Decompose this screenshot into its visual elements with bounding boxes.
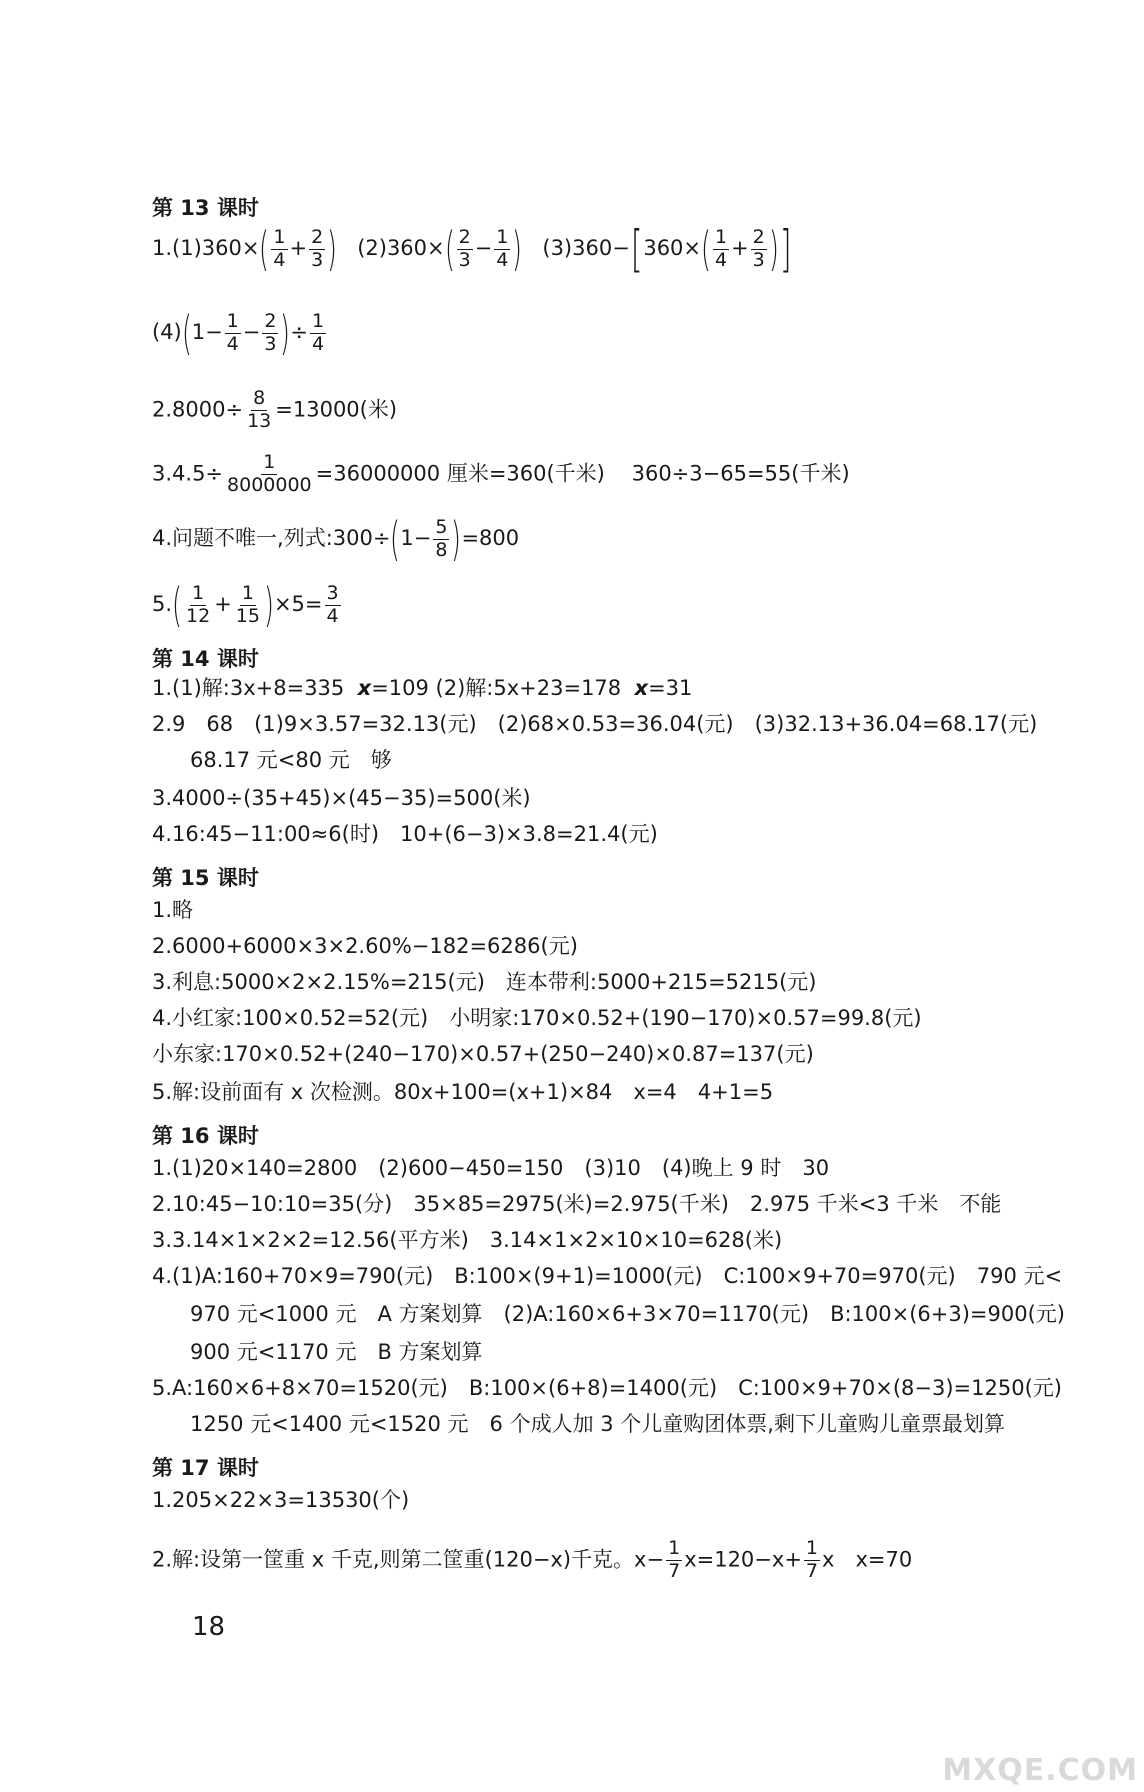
s13-question-5: 5.( $\frac{1}{12}$ + $\frac{1}{15}$ )×5= $\frac{3}{4}$ [152, 578, 339, 632]
s14-line-2: 2.9 68 (1)9×3.57=32.13(元) (2)68×0.53=36.04(元) (3)32.13+36.04=68.17(元) [152, 712, 1038, 736]
s17-line-1: 1.205×22×3=13530(个) [152, 1488, 410, 1512]
s17-line-2: 2.解:设第一筐重 x 千克,则第二筐重(120−x)千克。x− $\frac{1}{7}$ x=120−x+ $\frac{1}{7}$ x x=70 [152, 1537, 913, 1582]
s15-line-3: 3.利息:5000×2×2.15%=215(元) 连本带利:5000+215=5215(元) [152, 970, 817, 994]
s13-question-1-part-4: (4)(1− $\frac{1}{4}$ − $\frac{2}{3}$ )÷ $\frac{1}{4}$ [152, 306, 325, 360]
s16-line-4-cont: 970 元<1000 元 A 方案划算 (2)A:160×6+3×70=1170(元) B:100×(6+3)=900(元) [190, 1302, 1065, 1326]
s15-line-4-cont: 小东家:170×0.52+(240−170)×0.57+(250−240)×0.87=137(元) [152, 1042, 814, 1066]
heading-lesson-16: 第 16 课时 [152, 1124, 259, 1148]
s16-line-2: 2.10:45−10:10=35(分) 35×85=2975(米)=2.975(千米) 2.975 千米<3 千米 不能 [152, 1192, 1002, 1216]
s13-question-4: 4.问题不唯一,列式:300÷(1− $\frac{5}{8}$ )=800 [152, 512, 520, 566]
s14-line-2-cont: 68.17 元<80 元 够 [190, 748, 392, 772]
s16-line-4: 4.(1)A:160+70×9=790(元) B:100×(9+1)=1000(元) C:100×9+70=970(元) 790 元< [152, 1264, 1063, 1288]
s16-line-1: 1.(1)20×140=2800 (2)600−450=150 (3)10 (4)晚上 9 时 30 [152, 1156, 830, 1180]
s15-line-2: 2.6000+6000×3×2.60%−182=6286(元) [152, 934, 578, 958]
heading-lesson-14: 第 14 课时 [152, 647, 259, 671]
s16-line-5-cont: 1250 元<1400 元<1520 元 6 个成人加 3 个儿童购团体票,剩下儿童购儿童票最划算 [190, 1412, 1005, 1436]
heading-lesson-15: 第 15 课时 [152, 866, 259, 890]
s15-line-4: 4.小红家:100×0.52=52(元) 小明家:170×0.52+(190−170)×0.57=99.8(元) [152, 1006, 922, 1030]
s14-line-1: 1.(1)解:3x+8=335 x=109 (2)解:5x+23=178 x=31 [152, 676, 693, 700]
watermark-logo: MXQE.COM [942, 1753, 1138, 1788]
s15-line-5: 5.解:设前面有 x 次检测。80x+100=(x+1)×84 x=4 4+1=5 [152, 1080, 774, 1104]
s15-line-1: 1.略 [152, 898, 194, 922]
s16-line-4-cont2: 900 元<1170 元 B 方案划算 [190, 1340, 483, 1364]
s16-line-3: 3.3.14×1×2×2=12.56(平方米) 3.14×1×2×10×10=628(米) [152, 1228, 783, 1252]
heading-lesson-13: 第 13 课时 [152, 196, 259, 220]
s16-line-5: 5.A:160×6+8×70=1520(元) B:100×(6+8)=1400(元) C:100×9+70×(8−3)=1250(元) [152, 1376, 1062, 1400]
s13-question-1: 1.(1)360×( $\frac{1}{4}$ + $\frac{2}{3}$ ) (2)360×( $\frac{2}{3}$ − $\frac{1}{4}$ ) (3)360−[360×( $\frac{1}{4}$ + $\frac{2}{3}$ )] [152, 220, 792, 278]
page-number: 18 [192, 1612, 226, 1642]
s13-question-2: 2.8000÷ $\frac{8}{13}$ =13000(米) [152, 387, 398, 432]
s14-line-3: 3.4000÷(35+45)×(45−35)=500(米) [152, 786, 531, 810]
s14-line-4: 4.16:45−11:00≈6(时) 10+(6−3)×3.8=21.4(元) [152, 822, 658, 846]
s13-question-3: 3.4.5÷ $\frac{1}{8000000}$ =36000000 厘米=360(千米) 360÷3−65=55(千米) [152, 451, 850, 496]
heading-lesson-17: 第 17 课时 [152, 1456, 259, 1480]
